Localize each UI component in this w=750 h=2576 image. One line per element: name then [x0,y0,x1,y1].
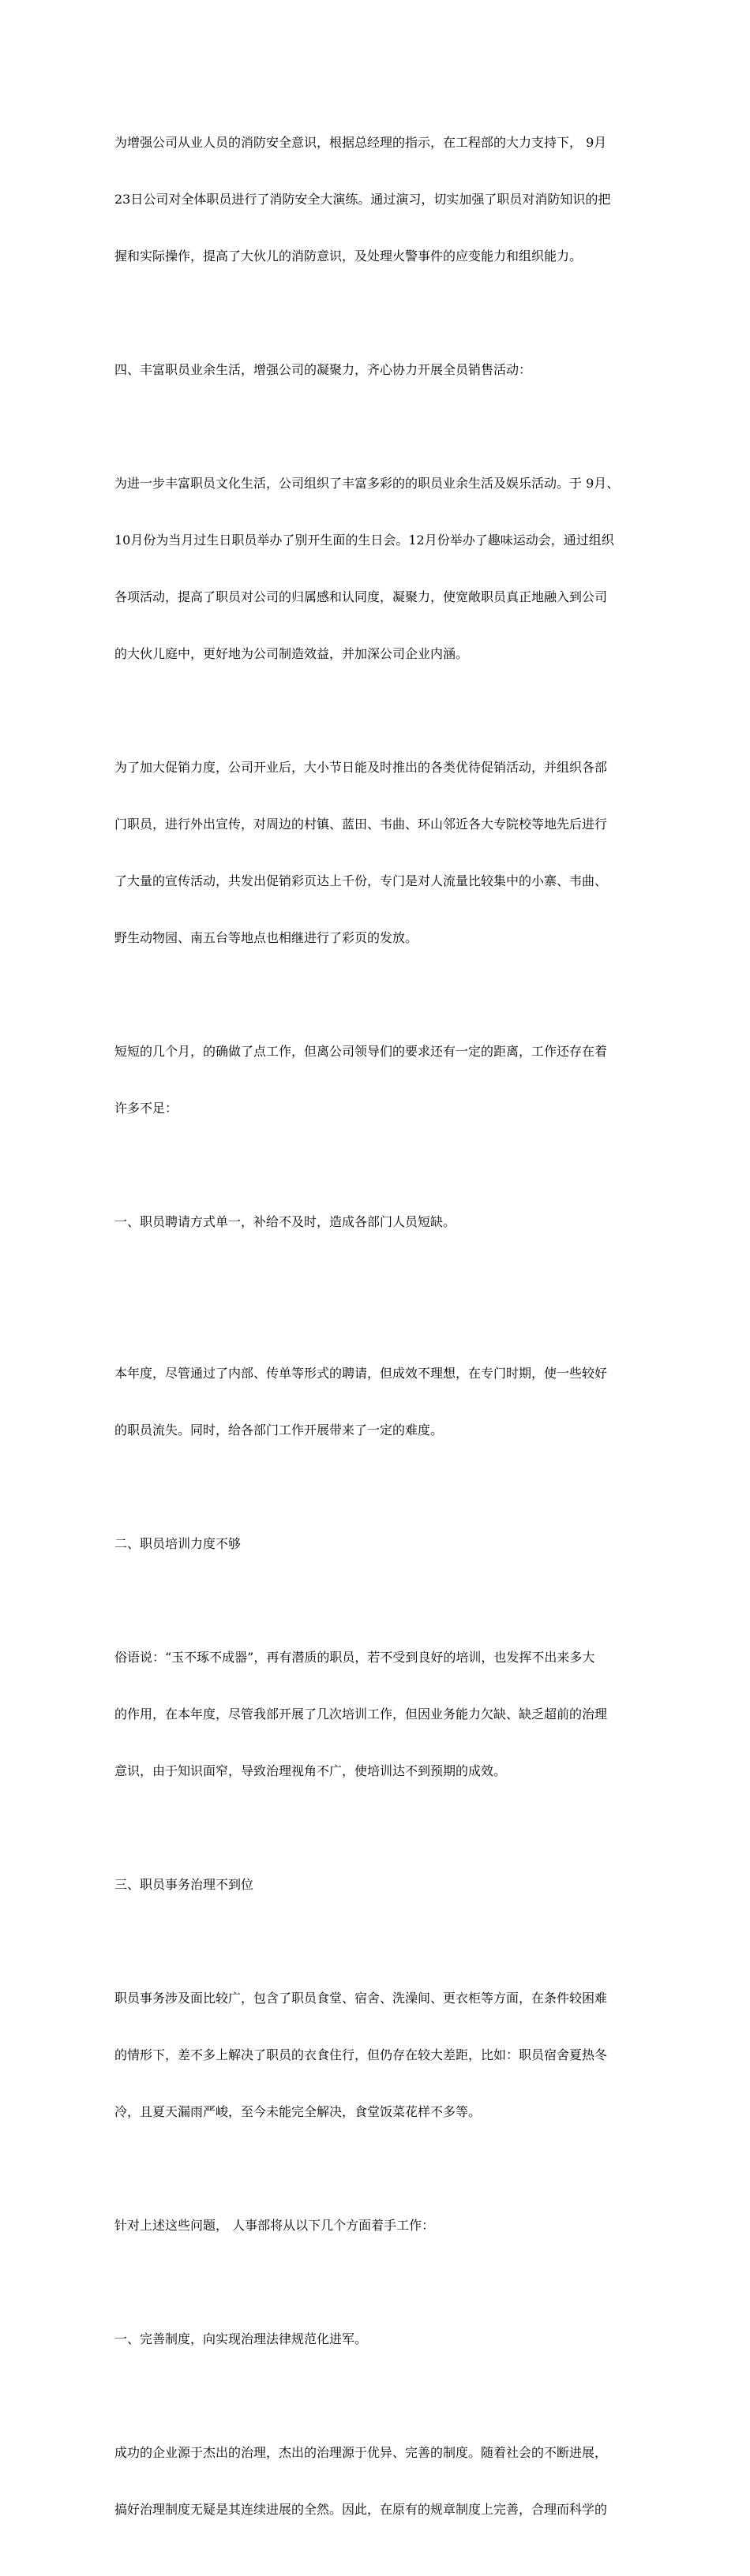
paragraph-shortcomings-intro [114,1004,643,1156]
paragraph-staff-activities [114,436,643,701]
heading-text: 二、职员培训力度不够 [114,1536,242,1551]
text-line: 的作用，在本年度，尽管我部开展了几次培训工作，但因业务能力欠缺、缺乏超前的治理 [114,1707,608,1722]
issue-heading-2 [114,1497,643,1591]
text-line: 为进一步丰富职员文化生活，公司组织了丰富多彩的的职员业余生活及娱乐活动。于 9月、 [114,476,620,491]
plan-heading-1 [114,2292,643,2387]
text-line: 的大伙儿庭中，更好地为公司制造效益，并加深公司企业内涵。 [114,646,469,661]
text-line: 23日公司对全体职员进行了消防安全大演练。通过演习，切实加强了职员对消防知识的把 [114,192,611,207]
text-line: 各项活动，提高了职员对公司的归属感和认同度，凝聚力，使宽敞职员真正地融入到公司 [114,589,608,604]
text-line: 职员事务涉及面比较广，包含了职员食堂、宿舍、洗澡间、更衣柜等方面，在条件较困难 [114,1991,608,2006]
heading-text: 四、丰富职员业余生活，增强公司的凝聚力，齐心协力开展全员销售活动： [114,362,532,377]
text-line: 野生动物园、南五台等地点也相继进行了彩页的发放。 [114,930,418,945]
text-line: 的职员流失。同时，给各部门工作开展带来了一定的难度。 [114,1423,444,1438]
text-line: 成功的企业源于杰出的治理，杰出的治理源于优异、完善的制度。随着社会的不断进展， [114,2445,608,2460]
text-line: 了大量的宣传活动，共发出促销彩页达上千份，专门是对人流量比较集中的小寨、韦曲、 [114,873,608,888]
heading-text: 三、职员事务治理不到位 [114,1877,254,1892]
paragraph-plan-intro [114,2178,643,2273]
text-line: 搞好治理制度无疑是其连续进展的全然。因此，在原有的规章制度上完善，合理而科学的 [114,2502,608,2517]
issue-heading-1 [114,1175,643,1269]
text-line: 意识，由于知识面窄，导致治理视角不广，使培训达不到预期的成效。 [114,1763,507,1778]
paragraph-fire-drill [114,95,643,304]
text-line: 本年度，尽管通过了内部、传单等形式的聘请，但成效不理想，在专门时期，使一些较好 [114,1366,608,1381]
text-line: 10月份为当月过生日职员举办了别开生面的生日会。12月份举办了趣味运动会，通过组织 [114,533,614,548]
paragraph-system [114,2406,643,2557]
paragraph-recruitment [114,1326,643,1478]
text-line: 握和实际操作，提高了大伙儿的消防意识，及处理火警事件的应变能力和组织能力。 [114,249,583,264]
heading-text: 一、完善制度，向实现治理法律规范化进军。 [114,2331,368,2346]
text-line: 冷，且夏天漏雨严峻，至今未能完全解决，食堂饭菜花样不多等。 [114,2104,482,2119]
text-line: 许多不足： [114,1101,178,1116]
document-body [114,95,643,2576]
text-line: 门职员，进行外出宣传，对周边的村镇、蓝田、韦曲、环山邻近各大专院校等地先后进行 [114,817,608,832]
blank-gap [114,1288,643,1326]
text-line: 为增强公司从业人员的消防安全意识，根据总经理的指示，在工程部的大力支持下， 9月 [114,135,607,150]
text-line: 短短的几个月，的确做了点工作，但离公司领导们的要求还有一定的距离，工作还存在着 [114,1044,608,1059]
paragraph-promotion [114,720,643,985]
issue-heading-3 [114,1838,643,1932]
text-line: 俗语说：“玉不琢不成器”，再有潜质的职员，若不受到良好的培训，也发挥不出来多大 [114,1650,595,1665]
heading-text: 一、职员聘请方式单一，补给不及时，造成各部门人员短缺。 [114,1214,456,1229]
section-heading-4 [114,323,643,417]
paragraph-staff-affairs [114,1951,643,2159]
text-line: 针对上述这些问题， 人事部将从以下几个方面着手工作： [114,2218,435,2233]
text-line: 的情形下，差不多上解决了职员的衣食住行，但仍存在较大差距，比如：职员宿舍夏热冬 [114,2047,608,2062]
text-line: 为了加大促销力度，公司开业后，大小节日能及时推出的各类优待促销活动，并组织各部 [114,760,608,775]
paragraph-training [114,1610,643,1819]
